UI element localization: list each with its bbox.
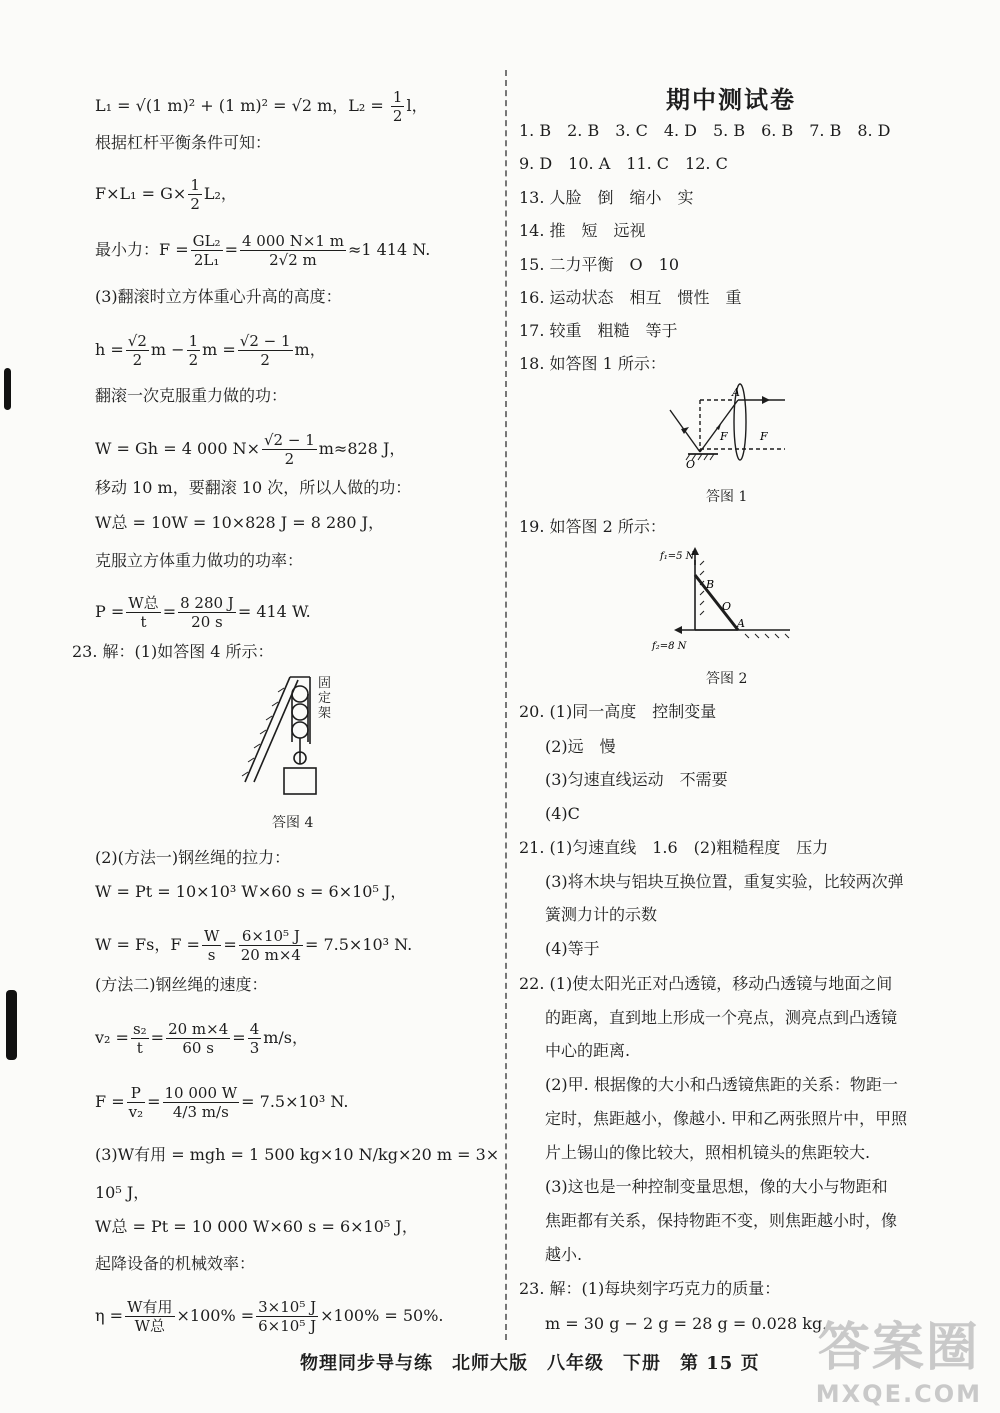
section-title: 期中测试卷 [666,86,796,114]
numerator: 3×10⁵ J [258,1298,317,1316]
text: F×L₁ = G× [95,184,187,203]
fraction [125,1298,174,1335]
answer-21-4: (4)等于 [545,939,600,958]
text: = [147,1092,161,1111]
fig2-label-O: O [722,600,732,613]
denominator: s [207,946,216,964]
numerator: 20 m×4 [168,1020,229,1038]
formula-l16 [95,927,412,964]
answer-22-1b: 的距离，直到地上形成一个亮点，测亮点到凸透镜 [545,1008,898,1027]
fig2-label-f2: f₂=8 N [652,641,687,652]
text: L₂， [203,184,237,203]
text: = 7.5×10³ N. [304,935,413,954]
text-l15: W = Pt = 10×10³ W×60 s = 6×10⁵ J， [95,882,407,901]
fraction [131,1020,149,1057]
text-l20: (3)W有用 = mgh = 1 500 kg×10 N/kg×20 m = 3× [95,1145,500,1164]
numerator: P [127,1084,146,1103]
text: ×100% = 50%. [320,1306,444,1325]
text-l2: 根据杠杆平衡条件可知： [95,133,272,152]
answer-14: 14. 推 短 远视 [519,221,646,240]
text: m≈828 J， [318,439,406,458]
answer-21-1: 21. (1)匀速直线 1.6 (2)粗糙程度 压力 [519,838,829,857]
answer-row-2: 9. D 10. A 11. C 12. C [519,154,728,173]
fig1-label-O: O [686,458,696,471]
column-divider [505,70,507,1340]
numerator: W有用 [127,1298,173,1316]
numerator: 10 000 W [164,1084,238,1102]
numerator: 4 [249,1020,260,1038]
denominator: t [140,613,147,631]
denominator: 2 [260,351,270,369]
text: 最小力：F = [95,240,189,259]
denominator: v₂ [128,1103,144,1121]
fraction [191,232,223,269]
text-l21: 10⁵ J， [95,1183,150,1202]
text: F = [95,1092,125,1111]
fraction [202,927,221,964]
answer-20-2: (2)远 慢 [545,737,616,756]
figure-4-label: 固定架 [318,676,332,721]
text-l23: 起降设备的机械效率： [95,1254,256,1273]
answer-15: 15. 二力平衡 O 10 [519,255,680,274]
text-l9: 移动 10 m，要翻滚 10 次，所以人做的功： [95,478,412,497]
fraction [127,1084,146,1121]
text: η = [95,1306,124,1325]
text: ×100% = [176,1306,255,1325]
denominator: 60 s [182,1039,214,1057]
fraction [163,1084,240,1121]
answer-17: 17. 较重 粗糙 等于 [519,321,678,340]
answer-22-2a: (2)甲. 根据像的大小和凸透镜焦距的关系：物距一 [545,1075,898,1094]
fig1-label-A: A [732,386,740,399]
figure-2-force [650,545,795,655]
fraction [238,332,293,369]
text: = [150,1028,165,1047]
denominator: 2 [188,351,199,369]
fraction [391,88,405,125]
text: v₂ = [95,1028,129,1047]
text: m， [294,340,326,359]
text-l17: (方法二)钢丝绳的速度： [95,975,268,994]
formula-l18 [95,1020,308,1057]
page-footer: 物理同步导与练 北师大版 八年级 下册 第 15 页 [300,1353,760,1374]
text: = [224,240,238,259]
text: P = [95,602,125,621]
figure-4-caption: 答图 4 [272,815,314,831]
text: h = [95,340,124,359]
formula-l12 [95,594,311,631]
answer-23-1: 23. 解：(1)每块刻字巧克力的质量： [519,1279,781,1298]
figure-1-lens [660,382,790,472]
figure-1-caption: 答图 1 [706,489,748,505]
text-l14: (2)(方法一)钢丝绳的拉力： [95,848,291,867]
text: = [223,935,237,954]
text: W = Gh = 4 000 N× [95,439,260,458]
fig1-label-F2: F [760,430,768,443]
text: l， [406,96,428,115]
denominator: 2L₁ [193,251,220,269]
watermark-small: MXQE.COM [815,1380,982,1408]
denominator: 2 [284,450,295,468]
fraction [256,1298,318,1335]
text-l5: (3)翻滚时立方体重心升高的高度： [95,287,342,306]
answer-22-3c: 越小. [545,1245,583,1264]
fraction [187,332,201,369]
fraction [126,332,149,369]
denominator: 2√2 m [269,251,317,269]
watermark-big: 答案圈 [817,1318,980,1378]
denominator: 2 [132,351,143,369]
scan-mark-bottom [6,990,17,1060]
answer-20-1: 20. (1)同一高度 控制变量 [519,702,717,721]
denominator: 3 [249,1039,260,1057]
answer-21-3b: 簧测力计的示数 [545,905,658,924]
text-l10: W总 = 10W = 10×828 J = 8 280 J， [95,513,385,532]
fraction [239,927,303,964]
text: ≈1 414 N. [347,240,431,259]
numerator: 1 [188,332,199,350]
denominator: t [136,1039,143,1057]
text: m/s， [263,1028,309,1047]
fraction [248,1020,262,1057]
text: m − [150,340,185,359]
answer-22-2b: 定时，焦距越小，像越小. 甲和乙两张照片中，甲照 [545,1109,908,1128]
answer-21-3a: (3)将木块与铝块互换位置，重复实验，比较两次弹 [545,872,904,891]
fraction [126,594,160,631]
formula-l19 [95,1084,348,1121]
answer-20-4: (4)C [545,804,580,823]
fraction [166,1020,230,1057]
answer-22-3a: (3)这也是一种控制变量思想，像的大小与物距和 [545,1177,888,1196]
numerator: 6×10⁵ J [239,927,303,946]
numerator: W总 [128,594,159,612]
text-l7: 翻滚一次克服重力做的功： [95,386,288,405]
answer-22-1a: 22. (1)使太阳光正对凸透镜，移动凸透镜与地面之间 [519,974,893,993]
numerator: 1 [392,88,403,106]
text: L₁ = √(1 m)² + (1 m)² = √2 m，L₂ = [95,96,389,115]
answer-19: 19. 如答图 2 所示： [519,517,666,536]
text-l13: 23. 解：(1)如答图 4 所示： [72,642,274,661]
fig2-label-A: A [737,617,745,630]
text: = 414 W. [237,602,311,621]
figure-2-caption: 答图 2 [706,671,748,687]
answer-23-2: m = 30 g − 2 g = 28 g = 0.028 kg， [545,1314,839,1333]
text-l22: W总 = Pt = 10 000 W×60 s = 6×10⁵ J， [95,1217,418,1236]
answer-row-1: 1. B 2. B 3. C 4. D 5. B 6. B 7. B 8. D [519,121,891,140]
numerator: √2 [127,332,147,350]
fraction [178,594,236,631]
fraction [262,431,317,468]
text: = [162,602,177,621]
formula-l4 [95,232,430,269]
formula-l24 [95,1298,444,1335]
fraction [240,232,346,269]
numerator: √2 − 1 [239,332,291,350]
fig2-label-f1: f₁=5 N [660,551,695,562]
denominator: W总 [134,1317,165,1335]
formula-l1 [95,88,428,125]
denominator: 20 s [191,613,223,631]
answer-22-2c: 片上锡山的像比较大，照相机镜头的焦距较大. [545,1143,871,1162]
numerator: √2 − 1 [263,431,315,449]
numerator: s₂ [132,1020,147,1038]
denominator: 20 m×4 [240,946,301,964]
answer-22-3b: 焦距都有关系，保持物距不变，则焦距越小时，像 [545,1211,898,1230]
scan-mark-top [4,368,11,410]
formula-l8 [95,431,405,468]
denominator: 2 [190,195,200,213]
text-l11: 克服立方体重力做功的功率： [95,551,304,570]
answer-16: 16. 运动状态 相互 惯性 重 [519,288,742,307]
answer-20-3: (3)匀速直线运动 不需要 [545,770,728,789]
fraction [188,176,202,213]
numerator: W [203,927,220,945]
denominator: 2 [392,107,403,125]
text: = [232,1028,246,1047]
numerator: 8 280 J [180,594,234,612]
answer-22-1c: 中心的距离. [545,1041,631,1060]
denominator: 6×10⁵ J [258,1317,317,1335]
fig1-label-F1: F [720,430,728,443]
watermark-logo [816,1305,982,1408]
text: = 7.5×10³ N. [241,1092,349,1111]
answer-13: 13. 人脸 倒 缩小 实 [519,188,694,207]
formula-l3 [95,176,237,213]
denominator: 4/3 m/s [172,1103,229,1121]
numerator: 4 000 N×1 m [241,232,344,250]
numerator: 1 [190,176,200,194]
answer-18: 18. 如答图 1 所示： [519,354,666,373]
numerator: GL₂ [192,232,221,250]
text: W = Fs，F = [95,935,200,954]
text: m = [202,340,236,359]
formula-l6 [95,332,326,369]
fig2-label-B: B [706,578,715,591]
